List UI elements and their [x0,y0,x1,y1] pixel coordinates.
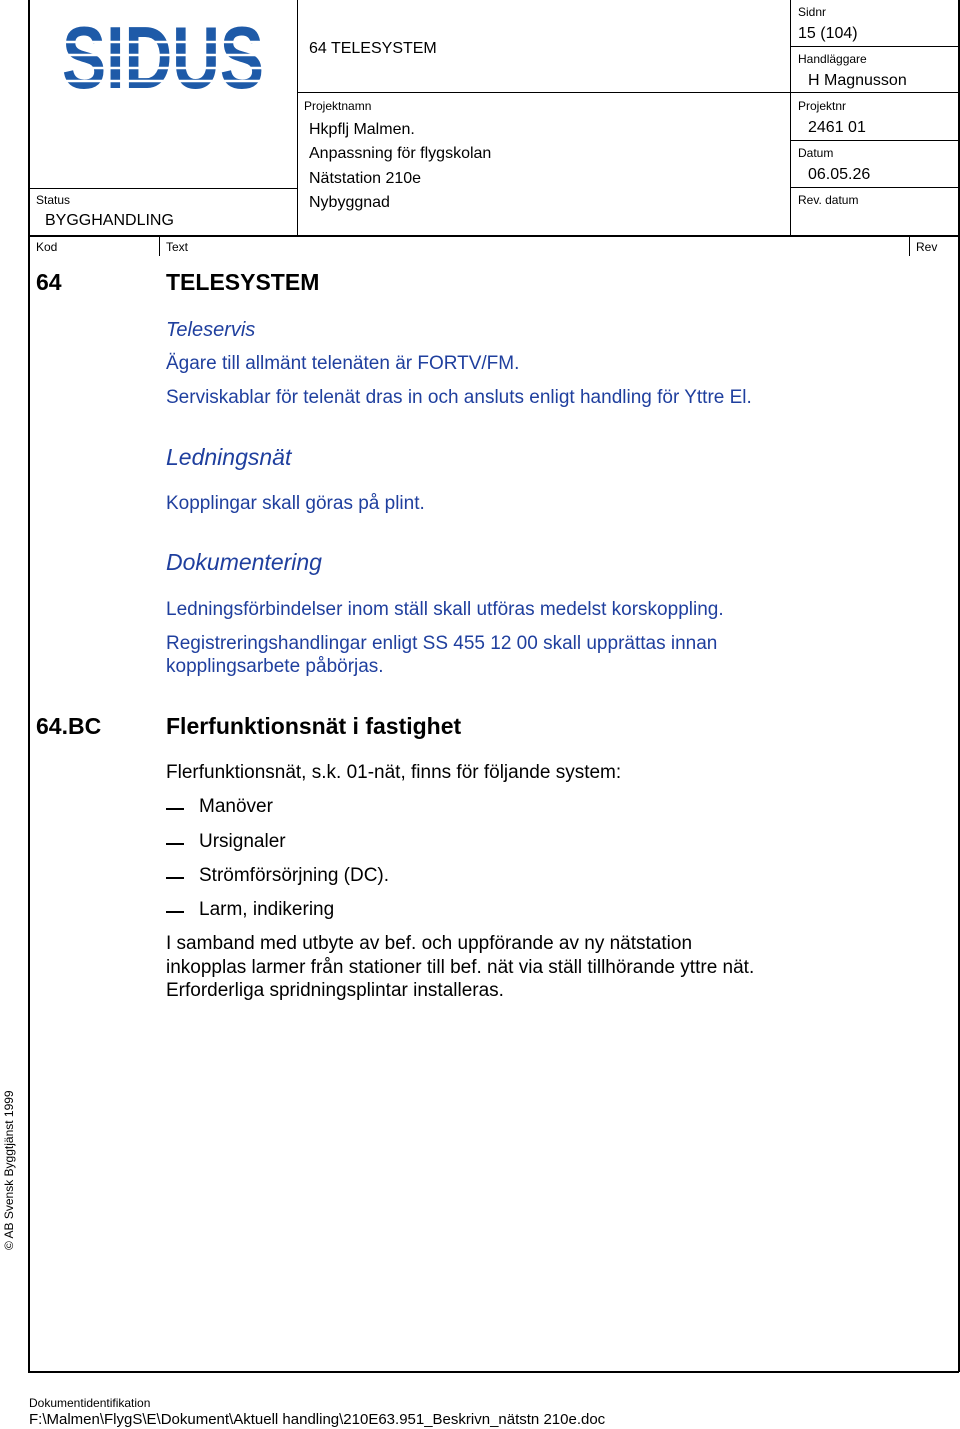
header-hline-datum [791,187,959,188]
datum-label: Datum [798,146,834,160]
list-item-ursignaler: Ursignaler [199,831,286,852]
status-label: Status [36,193,71,207]
paragraph-kopplingar: Kopplingar skall göras på plint. [166,493,425,514]
list-dash-3 [166,877,184,879]
projektnamn-line-1: Hkpflj Malmen. [309,121,415,138]
sidnr-label: Sidnr [798,5,827,19]
sidnr-value: 15 (104) [798,25,858,42]
chapter-title: 64 TELESYSTEM [309,40,437,57]
paragraph-samband-1: I samband med utbyte av bef. och uppförande av ny nätstation [166,933,693,954]
handlaggare-value: H Magnusson [808,72,907,89]
paragraph-samband-2: inkopplas larmer från stationer till bef. nät via ställ tillhörande yttre nät. [166,957,755,978]
header-bottom-line [28,235,959,237]
copyright-sidebar: © AB Svensk Byggtjänst 1999 [2,1090,16,1250]
paragraph-ledningsforbindelser: Ledningsförbindelser inom ställ skall utföras medelst korskoppling. [166,599,724,620]
col-divider-kod [159,236,160,256]
list-item-larm: Larm, indikering [199,899,335,920]
projektnamn-line-2: Anpassning för flygskolan [309,145,492,162]
section-title-64: TELESYSTEM [166,269,320,295]
header-hline-projektnr [791,140,959,141]
datum-value: 06.05.26 [808,166,871,183]
frame-left [28,0,30,1372]
header-hline-status [28,188,298,189]
projektnr-label: Projektnr [798,99,847,113]
list-item-stromforsorjning: Strömförsörjning (DC). [199,865,390,886]
svg-text:SIDUS: SIDUS [62,8,264,107]
paragraph-samband-3: Erforderliga spridningsplintar installeras. [166,980,504,1001]
col-text-label: Text [166,240,189,254]
sidus-logo [62,8,264,107]
paragraph-registrering-1: Registreringshandlingar enligt SS 455 12 00 skall upprättas innan [166,633,718,654]
section-code-64: 64 [36,269,62,295]
projektnr-value: 2461 01 [808,119,866,136]
section-code-64bc: 64.BC [36,713,102,739]
header-divider-2 [790,0,791,236]
list-dash-2 [166,843,184,845]
status-value: BYGGHANDLING [45,212,174,229]
col-kod-label: Kod [36,240,58,254]
heading-teleservis: Teleservis [166,319,256,341]
frame-right [958,0,960,1372]
heading-dokumentering: Dokumentering [166,549,322,575]
projektnamn-line-3: Nätstation 210e [309,170,422,187]
projektnamn-label: Projektnamn [304,99,372,113]
paragraph-agare: Ägare till allmänt telenäten är FORTV/FM. [166,353,520,374]
paragraph-flerfunktionsnat: Flerfunktionsnät, s.k. 01-nät, finns för följande system: [166,762,622,783]
col-divider-rev [909,236,910,256]
handlaggare-label: Handläggare [798,52,867,66]
header-hline-sidnr [791,46,959,47]
header-divider-1 [297,0,298,236]
header-hline-1 [298,92,959,93]
docid-value: F:\Malmen\FlygS\E\Dokument\Aktuell handling\210E63.951_Beskrivn_nätstn 210e.doc [29,1411,606,1428]
heading-ledningsnat: Ledningsnät [166,444,292,470]
revdatum-label: Rev. datum [798,193,859,207]
list-dash-1 [166,808,184,810]
docid-label: Dokumentidentifikation [29,1396,151,1410]
paragraph-serviskablar: Serviskablar för telenät dras in och ansluts enligt handling för Yttre El. [166,387,752,408]
col-rev-label: Rev [916,240,938,254]
frame-bottom [28,1371,959,1373]
list-item-manover: Manöver [199,796,273,817]
projektnamn-line-4: Nybyggnad [309,194,390,211]
list-dash-4 [166,911,184,913]
section-title-64bc: Flerfunktionsnät i fastighet [166,713,462,739]
paragraph-registrering-2: kopplingsarbete påbörjas. [166,656,384,677]
